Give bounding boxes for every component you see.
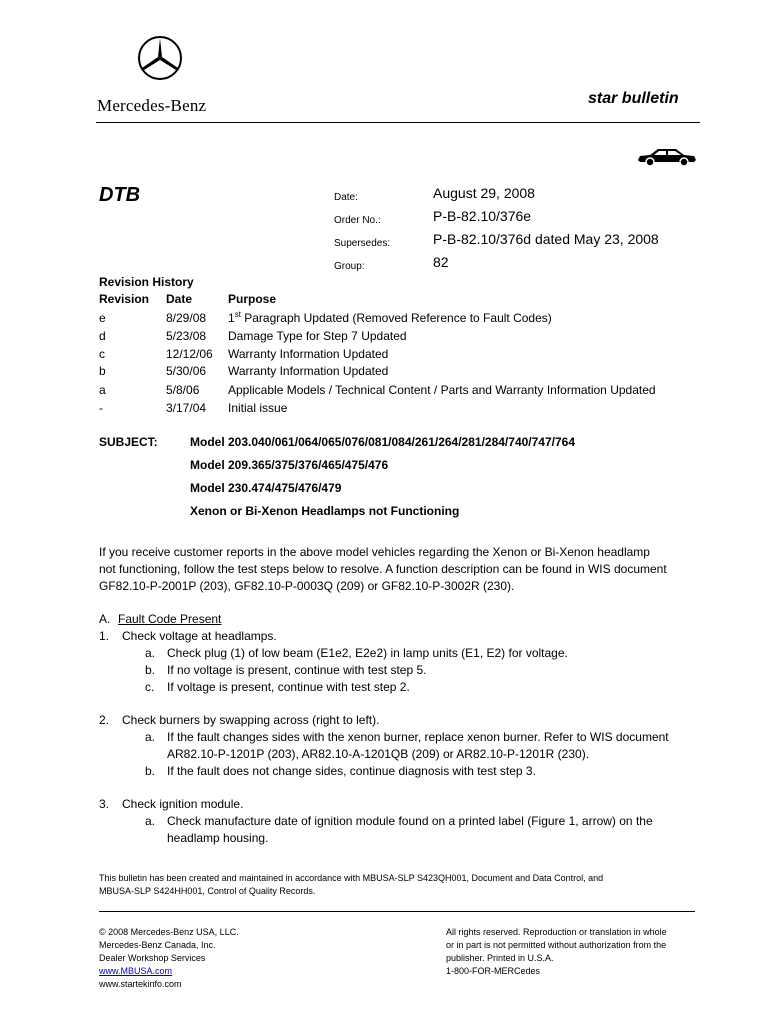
revision-purpose xyxy=(228,364,388,378)
brand-name: Mercedes-Benz xyxy=(97,96,207,115)
intro-line: GF82.10-P-2001P (203), GF82.10-P-0003Q (209) or GF82.10-P-3002R (230). xyxy=(99,579,515,593)
group-value: 82 xyxy=(433,254,449,270)
section-a-prefix: A. xyxy=(99,612,111,626)
supersedes-value: P-B-82.10/376d dated May 23, 2008 xyxy=(433,231,659,247)
substep-letter: b. xyxy=(145,663,156,677)
copyright-text: © 2008 Mercedes-Benz USA, LLC. xyxy=(99,927,239,937)
substep-letter: a. xyxy=(145,646,156,660)
substep-letter: b. xyxy=(145,764,156,778)
substep-letter: a. xyxy=(145,730,156,744)
footer-divider xyxy=(99,911,695,912)
revision-code: a xyxy=(99,383,106,397)
order-label: Order No.: xyxy=(334,215,381,226)
substep-text: headlamp housing. xyxy=(167,831,269,845)
revision-date: 5/8/06 xyxy=(166,383,200,397)
revision-history-title: Revision History xyxy=(99,275,194,289)
phone-line: 1-800-FOR-MERCedes xyxy=(446,966,541,976)
supersedes-label: Supersedes: xyxy=(334,238,391,249)
purpose-text: Paragraph Updated (Removed Reference to Fault Codes) xyxy=(240,311,552,325)
revision-date: 3/17/04 xyxy=(166,401,207,415)
order-value: P-B-82.10/376e xyxy=(433,208,532,224)
step-number: 1. xyxy=(99,629,110,643)
rev-header-date: Date xyxy=(166,292,193,306)
substep-text: Check manufacture date of ignition module found on a printed label (Figure 1, arrow) on the xyxy=(167,814,653,828)
revision-code: b xyxy=(99,364,106,378)
substep-text: Check plug (1) of low beam (E1e2, E2e2) in lamp units (E1, E2) for voltage. xyxy=(167,646,568,660)
footer-right xyxy=(446,926,667,978)
quality-note xyxy=(99,872,603,898)
purpose-superscript: st xyxy=(234,310,241,319)
substep-text: AR82.10-P-1201P (203), AR82.10-A-1201QB (209) or AR82.10-P-1201R (230). xyxy=(167,747,590,761)
substep-letter: c. xyxy=(145,680,155,694)
step-text: Check voltage at headlamps. xyxy=(122,629,277,643)
header-divider xyxy=(96,122,700,123)
substep-text: If the fault does not change sides, continue diagnosis with test step 3. xyxy=(167,764,536,778)
rev-header-revision: Revision xyxy=(99,292,150,306)
step-number: 2. xyxy=(99,713,110,727)
purpose-text: Damage Type for Step 7 Updated xyxy=(228,329,407,343)
subject-line: Xenon or Bi-Xenon Headlamps not Functioning xyxy=(190,504,460,518)
substep-letter: a. xyxy=(145,814,156,828)
intro-paragraph xyxy=(99,544,709,595)
step-number: 3. xyxy=(99,797,110,811)
revision-date: 5/30/06 xyxy=(166,364,207,378)
revision-purpose xyxy=(228,347,388,361)
doc-type: DTB xyxy=(99,184,141,206)
quality-note-line: This bulletin has been created and maintained in accordance with MBUSA-SLP S423QH001, Document and Data Control, and xyxy=(99,873,604,883)
revision-code: d xyxy=(99,329,106,343)
intro-line: If you receive customer reports in the above model vehicles regarding the Xenon or Bi-Xenon headlamp xyxy=(99,545,650,559)
revision-purpose xyxy=(228,311,552,325)
purpose-text: Applicable Models / Technical Content / Parts and Warranty Information Updated xyxy=(228,383,656,397)
purpose-text: Warranty Information Updated xyxy=(228,364,389,378)
date-label: Date: xyxy=(334,192,358,203)
revision-date: 5/23/08 xyxy=(166,329,207,343)
revision-code: c xyxy=(99,347,105,361)
quality-note-line: MBUSA-SLP S424HH001, Control of Quality Records. xyxy=(99,886,316,896)
rights-line: All rights reserved. Reproduction or translation in whole xyxy=(446,927,667,937)
section-a-title: Fault Code Present xyxy=(118,612,222,626)
footer-line: Dealer Workshop Services xyxy=(99,953,206,963)
revision-code: - xyxy=(99,401,103,415)
revision-date: 12/12/06 xyxy=(166,347,213,361)
mercedes-star-logo-icon xyxy=(137,35,183,81)
footer-left xyxy=(99,926,239,991)
revision-purpose xyxy=(228,329,407,343)
footer-line: Mercedes-Benz Canada, Inc. xyxy=(99,940,216,950)
rev-header-purpose: Purpose xyxy=(228,292,277,306)
rights-line: publisher. Printed in U.S.A. xyxy=(446,953,554,963)
date-value: August 29, 2008 xyxy=(433,185,535,201)
step-text: Check burners by swapping across (right to left). xyxy=(122,713,380,727)
car-icon xyxy=(636,145,698,167)
subject-line: Model 209.365/375/376/465/475/476 xyxy=(190,458,389,472)
subject-line: Model 230.474/475/476/479 xyxy=(190,481,342,495)
subject-line: Model 203.040/061/064/065/076/081/084/261/264/281/284/740/747/764 xyxy=(190,435,575,449)
subject-label: SUBJECT: xyxy=(99,435,158,449)
step-text: Check ignition module. xyxy=(122,797,244,811)
substep-text: If voltage is present, continue with test step 2. xyxy=(167,680,410,694)
revision-purpose xyxy=(228,401,287,415)
startek-link[interactable]: www.startekinfo.com xyxy=(99,979,182,989)
intro-line: not functioning, follow the test steps below to resolve. A function description can be found in WIS document xyxy=(99,562,667,576)
revision-code: e xyxy=(99,311,106,325)
mbusa-link[interactable]: www.MBUSA.com xyxy=(99,966,173,976)
purpose-prefix: 1 xyxy=(228,311,235,325)
substep-text: If no voltage is present, continue with test step 5. xyxy=(167,663,427,677)
purpose-text: Warranty Information Updated xyxy=(228,347,389,361)
bulletin-title: star bulletin xyxy=(588,90,679,107)
revision-purpose xyxy=(228,383,656,397)
group-label: Group: xyxy=(334,261,365,272)
purpose-text: Initial issue xyxy=(228,401,288,415)
rights-line: or in part is not permitted without authorization from the xyxy=(446,940,667,950)
substep-text: If the fault changes sides with the xenon burner, replace xenon burner. Refer to WIS document xyxy=(167,730,669,744)
revision-date: 8/29/08 xyxy=(166,311,207,325)
